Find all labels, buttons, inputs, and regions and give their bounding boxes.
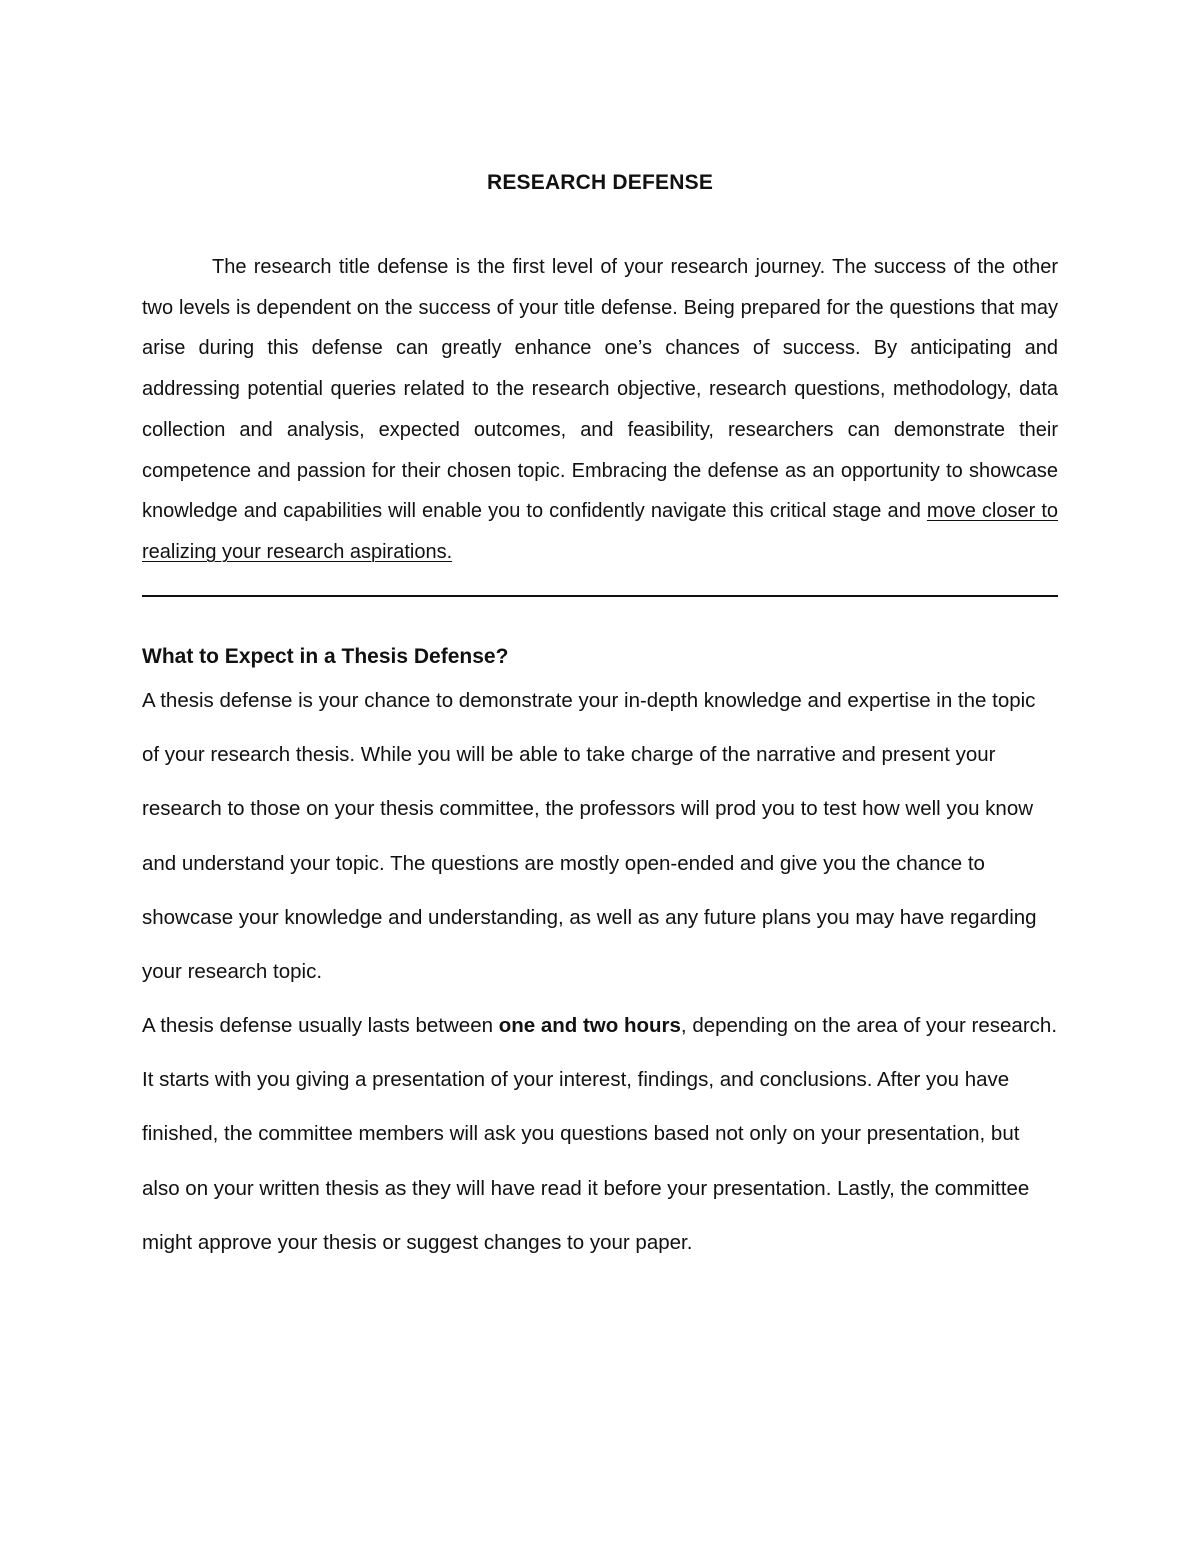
section-heading: What to Expect in a Thesis Defense? [142, 645, 509, 668]
section-divider [142, 595, 1058, 597]
paragraph-2-rest-text: , depending on the area of your research. It starts with you giving a presentation of your interest, findings, and conclusions. After you have finished, the committee members will ask you questions based not only on your presentation, but also on your written thesis as they will have read it before your presentation. Lastly, the committee might approve your thesis or suggest changes to your paper. [142, 1014, 1058, 1254]
intro-main-text: The research title defense is the first level of your research journey. The success of the other two levels is dependent on the success of your title defense. Being prepared for the questions that may arise during this defense can greatly enhance one’s chances of success. By anticipating and addressing potential queries related to the research objective, research questions, methodology, data collection and analysis, expected outcomes, and feasibility, researchers can demonstrate their competence and passion for their chosen topic. Embracing the defense as an opportunity to showcase knowledge and capabilities will enable you to confidently navigate this critical stage and [142, 256, 1058, 523]
thesis-defense-paragraph-1: A thesis defense is your chance to demonstrate your in-depth knowledge and expertise in the topic of your research thesis. While you will be able to take charge of the narrative and present your research to those on your thesis committee, the professors will prod you to test how well you know and understand your topic. The questions are mostly open-ended and give you the chance to showcase your knowledge and understanding, as well as any future plans you may have regarding your research topic. [142, 689, 1037, 984]
duration-emphasis: one and two hours [498, 1014, 681, 1037]
intro-paragraph [142, 247, 1058, 573]
paragraph-2-lead-text: A thesis defense usually lasts between [142, 1014, 499, 1037]
intro-underlined-text: move closer to realizing your research aspirations. [142, 500, 1058, 563]
thesis-defense-paragraph-2 [142, 999, 1058, 1270]
document-title: RESEARCH DEFENSE [486, 171, 714, 194]
